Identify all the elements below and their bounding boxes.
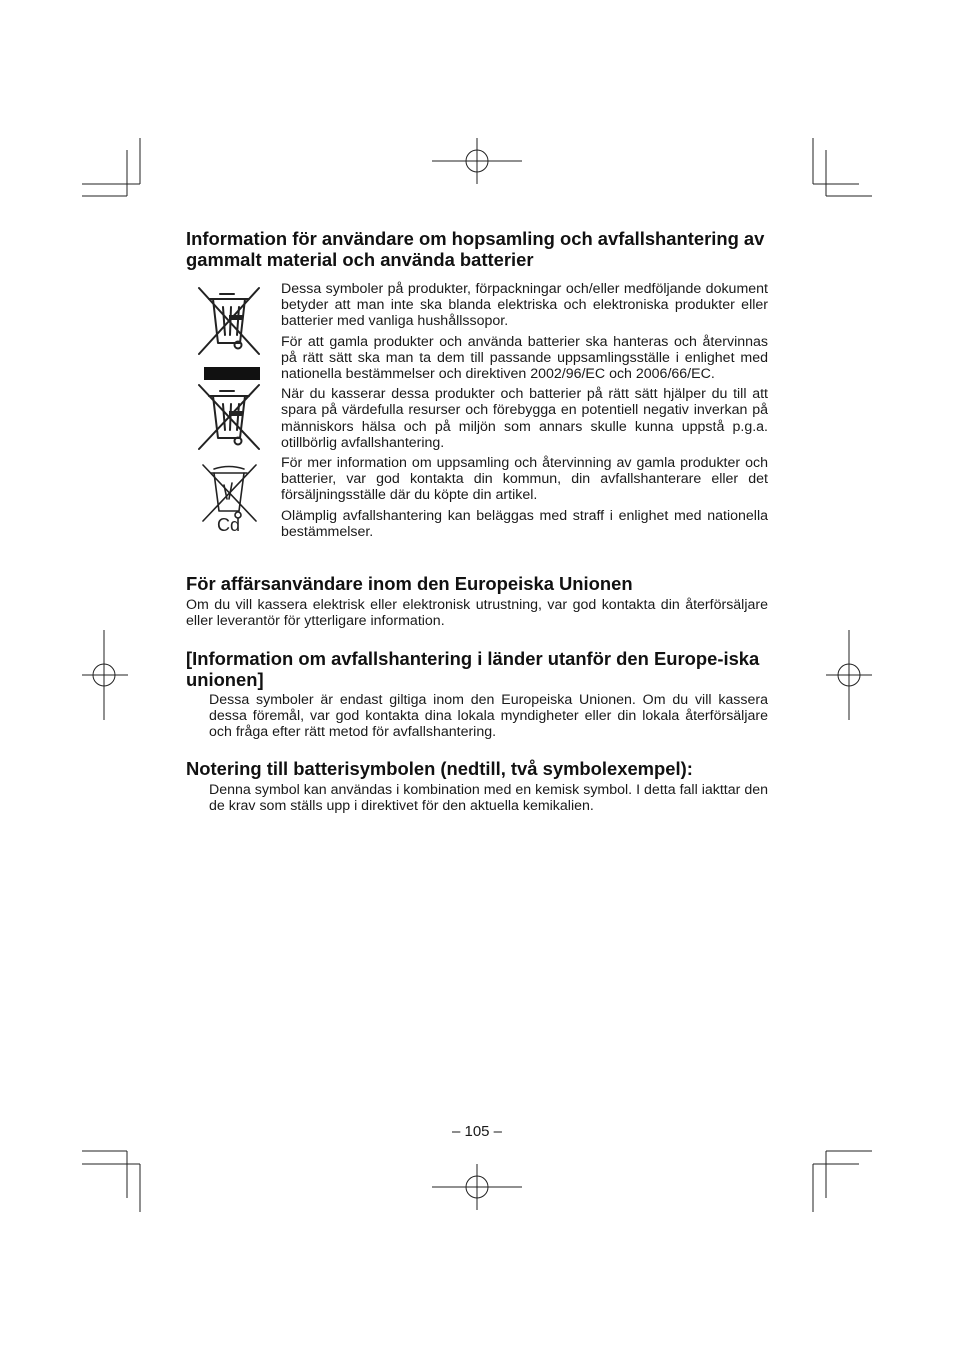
intro-paragraphs xyxy=(281,281,768,544)
paragraph: För mer information om uppsamling och återvinning av gamla produkter och batterier, var god kontakta din kommun, din avfallshanterare eller det försäljningsställe där du köpte din artikel. xyxy=(281,455,768,504)
battery-symbol-note-text: Denna symbol kan användas i kombination med en kemisk symbol. I detta fall iakttar den de krav som ställs upp i direktivet för den aktuella kemikalien. xyxy=(209,782,768,815)
paragraph: Dessa symboler på produkter, förpackningar och/eller medföljande dokument betyder att man inte ska blanda elektriska och elektroniska produkter eller batterier med vanliga hushållssopor. xyxy=(281,281,768,330)
section-title-business-users: För affärsanvändare inom den Europeiska Unionen xyxy=(186,573,633,594)
paragraph: Olämplig avfallshantering kan beläggas med straff i enlighet med nationella bestämmelser. xyxy=(281,507,768,540)
page-number: – 105 – xyxy=(451,1123,503,1140)
outside-eu-text: Dessa symboler är endast giltiga inom den Europeiska Unionen. Om du vill kassera dessa föremål, var god kontakta dina lokala myndigheter eller din lokala återförsäljare och fråga efter rätt metod för avfallshantering. xyxy=(209,692,768,741)
black-bar-underline xyxy=(204,367,260,380)
disposal-symbols xyxy=(192,285,266,536)
paragraph: För att gamla produkter och använda batterier ska hanteras och återvinnas på rätt sätt ska man ta dem till passande uppsamlingsställe i enlighet med nationella bestämmelser och direktiven 2002/96/EC och 2006/66/EC. xyxy=(281,333,768,383)
cd-chemical-symbol: Cd xyxy=(217,515,241,535)
crossed-bin-icon xyxy=(192,383,266,455)
paragraph: När du kasserar dessa produkter och batterier på rätt sätt hjälper du till att spara på värdefulla resurser och förebygga en potentiell negativ inverkan på människors hälsa och på miljön som annars skulle kunna uppstå p.g.a. otillbörlig avfallshantering. xyxy=(281,386,768,451)
crossed-bin-icon xyxy=(192,285,266,359)
section-title-battery-symbol-note: Notering till batterisymbolen (nedtill, två symbolexempel): xyxy=(186,758,693,779)
section-title-outside-eu: [Information om avfallshantering i länder utanför den Europe-iska unionen] xyxy=(186,648,760,690)
section-title-collection-disposal: Information för användare om hopsamling och avfallshantering av gammalt material och använda batterier xyxy=(186,228,765,270)
business-users-text: Om du vill kassera elektrisk eller elektronisk utrustning, var god kontakta din återförsäljare eller leverantör för ytterligare information. xyxy=(186,597,768,630)
